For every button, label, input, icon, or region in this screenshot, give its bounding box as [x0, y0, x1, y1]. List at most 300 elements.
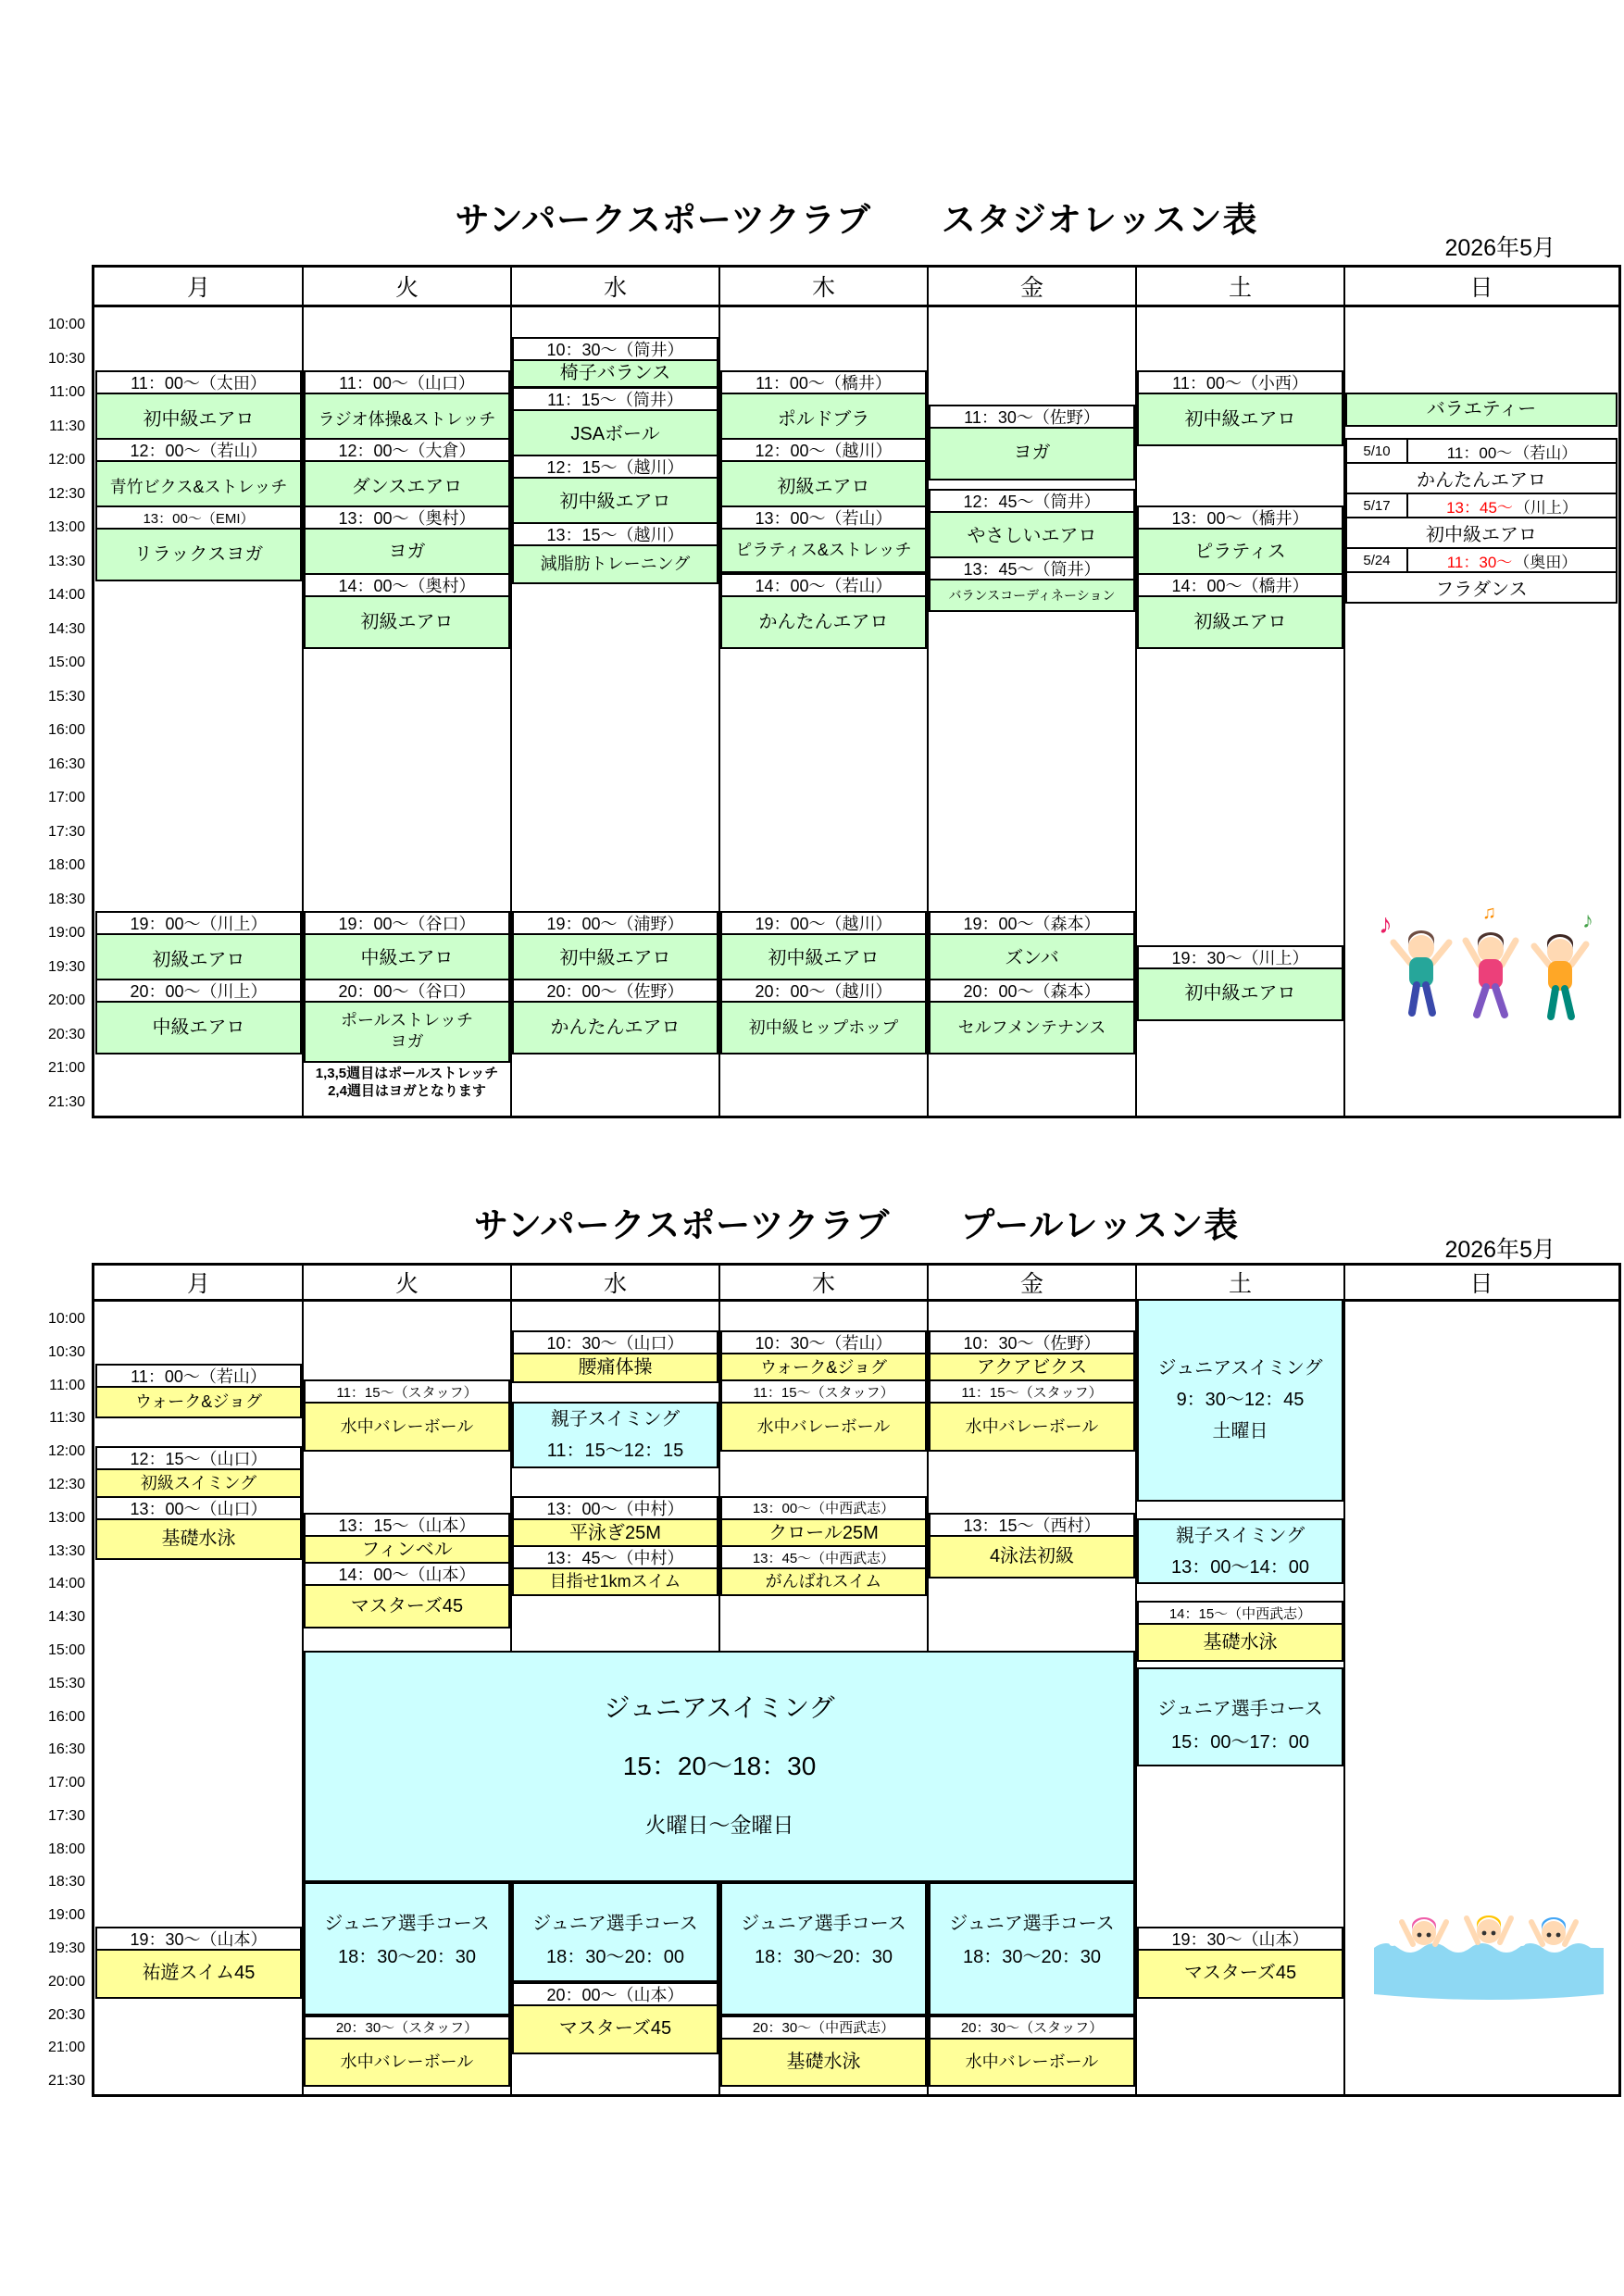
- lesson-name: [95, 528, 302, 581]
- special-instructor: （奥田）: [1514, 553, 1578, 571]
- pool-lesson-cell: [1137, 1927, 1343, 1999]
- lesson-name-line: ヨガ: [390, 1032, 424, 1052]
- program-line: 土曜日: [1212, 1421, 1268, 1442]
- lesson-name-line: 4泳法初級: [989, 1546, 1075, 1566]
- lesson-name-line: 平泳ぎ25M: [569, 1522, 661, 1543]
- lesson-name-line: ダンスエアロ: [351, 476, 463, 497]
- program-line: ジュニア選手コース: [949, 1914, 1115, 1935]
- lesson-name-line: ピラティス&ストレッチ: [735, 540, 912, 559]
- lesson-name-line: 初中級エアロ: [143, 408, 255, 430]
- lesson-time: 14：00～（若山）: [720, 573, 927, 595]
- studio-day-header-1: 火: [394, 275, 418, 301]
- lesson-name: [720, 1353, 927, 1383]
- lesson-time: 13：00～（若山）: [720, 505, 927, 528]
- special-date-row: [1347, 494, 1616, 518]
- studio-lesson-cell: [304, 979, 510, 1063]
- pool-time-label: 19:00: [47, 1907, 85, 1924]
- pool-time-label: 11:30: [49, 1410, 85, 1427]
- special-time-cell: [1408, 440, 1616, 462]
- program-line: 18：30～20：30: [338, 1947, 476, 1968]
- pool-day-header-2: 水: [603, 1271, 627, 1297]
- program-line: 親子スイミング: [1175, 1525, 1305, 1546]
- lesson-name-line: 椅子バランス: [559, 362, 671, 383]
- studio-lesson-cell: [512, 911, 718, 985]
- lesson-name-line: JSAボール: [570, 423, 660, 444]
- lesson-time: 14：15～（中西武志）: [1137, 1601, 1343, 1623]
- program-line: 18：30～20：30: [963, 1947, 1101, 1968]
- studio-time-label: 21:30: [47, 1093, 85, 1110]
- lesson-name-line: 青竹ビクス&ストレッチ: [109, 477, 288, 496]
- note-line: 2,4週目はヨガとなります: [328, 1083, 486, 1099]
- special-time-text: 11：00～: [1446, 443, 1513, 462]
- lesson-name: [720, 528, 927, 573]
- lesson-time: 20：00～（谷口）: [304, 979, 510, 1001]
- lesson-time: 11：00～（若山）: [95, 1364, 302, 1386]
- pool-lesson-cell: [304, 2015, 510, 2088]
- lesson-time: 13：15～（越川）: [512, 522, 718, 544]
- pool-time-label: 17:30: [47, 1807, 85, 1824]
- special-date: 5/10: [1347, 440, 1408, 462]
- studio-lesson-cell: [95, 505, 302, 581]
- music-note-icon: ♪: [1379, 909, 1393, 940]
- pool-lesson-cell: [95, 1496, 302, 1560]
- special-name-row: 初中級エアロ: [1347, 518, 1616, 549]
- studio-time-label: 20:00: [47, 992, 85, 1008]
- lesson-name: [929, 933, 1135, 985]
- studio-lesson-cell: [929, 911, 1135, 985]
- studio-lesson-cell: [929, 489, 1135, 563]
- studio-time-label: 11:30: [49, 418, 85, 434]
- studio-title: サンパークスポーツクラブ スタジオレッスン表: [455, 201, 1258, 239]
- lesson-name-line: アクアビクス: [976, 1356, 1088, 1378]
- pool-lesson-cell: [512, 1496, 718, 1549]
- lesson-name: [95, 1949, 302, 1999]
- lesson-name-line: バランスコーディネーション: [948, 587, 1116, 603]
- program-line: ジュニア選手コース: [1157, 1698, 1323, 1719]
- lesson-time: 12：45～（筒井）: [929, 489, 1135, 511]
- lesson-time: 11：15～（スタッフ）: [929, 1379, 1135, 1402]
- special-date-row: [1347, 440, 1616, 464]
- studio-lesson-cell: [1137, 945, 1343, 1021]
- lesson-name: [512, 933, 718, 985]
- lesson-name: [929, 2038, 1135, 2088]
- lesson-time: 14：00～（橋井）: [1137, 573, 1343, 595]
- studio-lesson-cell: [304, 438, 510, 514]
- lesson-name: [720, 1402, 927, 1452]
- lesson-name-line: ウォーク&ジョグ: [135, 1391, 262, 1411]
- lesson-time: 14：00～（奥村）: [304, 573, 510, 595]
- lesson-time: 20：00～（森本）: [929, 979, 1135, 1001]
- pool-day-header-6: 日: [1469, 1271, 1493, 1297]
- program-line: 9：30～12：45: [1176, 1390, 1305, 1411]
- studio-lesson-cell: [95, 370, 302, 446]
- lesson-name-line: 水中バレーボール: [965, 1416, 1099, 1436]
- lesson-time: 11：00～（小西）: [1137, 370, 1343, 393]
- lesson-time: 14：00～（山本）: [304, 1562, 510, 1584]
- lesson-name-line: 初級エアロ: [152, 949, 245, 970]
- lesson-time: 12：00～（越川）: [720, 438, 927, 460]
- studio-lesson-cell: [512, 522, 718, 584]
- pool-lesson-cell: [720, 1330, 927, 1383]
- pool-program-block: [1137, 1299, 1343, 1502]
- lesson-name-line: やさしいエアロ: [967, 526, 1097, 547]
- lesson-name-line: 基礎水泳: [161, 1528, 236, 1549]
- music-note-icon: ♪: [1582, 908, 1593, 933]
- studio-lesson-cell: [929, 405, 1135, 480]
- lesson-name: [95, 1001, 302, 1054]
- program-line: ジュニア選手コース: [324, 1914, 490, 1935]
- studio-day-header-5: 土: [1228, 275, 1252, 301]
- lesson-time: 11：00～（山口）: [304, 370, 510, 393]
- pool-junior-swimming-block: [304, 1651, 1135, 1883]
- lesson-time: 11：30～（佐野）: [929, 405, 1135, 427]
- lesson-name-line: 基礎水泳: [786, 2051, 861, 2072]
- pool-column-line: [1343, 1266, 1345, 2094]
- pool-lesson-cell: [512, 1330, 718, 1383]
- lesson-name-line: マスターズ45: [350, 1595, 464, 1616]
- studio-time-label: 18:30: [47, 891, 85, 907]
- lesson-name: [95, 1518, 302, 1560]
- studio-time-label: 15:00: [47, 655, 85, 670]
- music-note-icon: ♫: [1482, 903, 1496, 923]
- lesson-name-line: 基礎水泳: [1203, 1631, 1278, 1653]
- note-line: 1,3,5週目はポールストレッチ: [315, 1066, 499, 1081]
- pool-lesson-cell: [304, 1562, 510, 1628]
- studio-lesson-cell: [512, 979, 718, 1054]
- studio-time-label: 21:00: [47, 1060, 85, 1076]
- program-line: ジュニアスイミング: [1157, 1358, 1323, 1379]
- lesson-name: [1137, 595, 1343, 649]
- pool-time-label: 13:00: [47, 1509, 85, 1526]
- pool-lesson-cell: [720, 1379, 927, 1452]
- pool-program-block: [929, 1882, 1135, 2015]
- lesson-name: [304, 1535, 510, 1566]
- lesson-time: 11：00～（橋井）: [720, 370, 927, 393]
- lesson-name: [95, 1386, 302, 1419]
- pool-time-label: 17:00: [47, 1775, 85, 1791]
- studio-time-label: 12:00: [47, 452, 85, 468]
- program-line: 15：20～18：30: [622, 1752, 817, 1781]
- lesson-time: 20：00～（川上）: [95, 979, 302, 1001]
- pool-time-label: 15:00: [47, 1641, 85, 1658]
- lesson-name-line: 初級エアロ: [360, 611, 454, 632]
- lesson-name-line: ラジオ体操&ストレッチ: [318, 409, 496, 429]
- special-time-text: 13：45～: [1446, 498, 1513, 517]
- pool-program-block: [720, 1882, 927, 2015]
- pool-lesson-cell: [929, 2015, 1135, 2088]
- special-name-row: かんたんエアロ: [1347, 464, 1616, 494]
- studio-lesson-cell: [95, 911, 302, 987]
- lesson-name: [1137, 393, 1343, 446]
- lesson-name: [512, 359, 718, 389]
- lesson-time: 10：30～（山口）: [512, 1330, 718, 1353]
- lesson-name: [512, 477, 718, 527]
- pool-lesson-cell: [720, 1545, 927, 1596]
- program-line: 火曜日～金曜日: [644, 1813, 794, 1838]
- lesson-time: 13：45～（中村）: [512, 1545, 718, 1567]
- studio-lesson-cell: [720, 911, 927, 985]
- pool-time-label: 20:00: [47, 1973, 85, 1990]
- lesson-time: 20：30～（中西武志）: [720, 2015, 927, 2038]
- studio-time-label: 14:30: [47, 620, 85, 637]
- lesson-name: [512, 409, 718, 459]
- pool-time-label: 14:00: [47, 1576, 85, 1592]
- studio-time-label: 16:00: [47, 722, 85, 738]
- studio-time-label: 11:00: [49, 384, 85, 400]
- studio-lesson-cell: [929, 556, 1135, 613]
- lesson-name: [304, 2038, 510, 2088]
- special-time-text: 11：30～: [1446, 553, 1513, 571]
- lesson-time: 19：30～（川上）: [1137, 945, 1343, 967]
- lesson-name: [1137, 1949, 1343, 1999]
- studio-day-header-4: 金: [1019, 275, 1043, 301]
- lesson-time: 19：00～（浦野）: [512, 911, 718, 933]
- pool-lesson-cell: [720, 2015, 927, 2088]
- pool-lesson-cell: [95, 1446, 302, 1499]
- special-time-cell: [1408, 549, 1616, 571]
- lesson-time: 20：00～（越川）: [720, 979, 927, 1001]
- studio-lesson-cell: [929, 979, 1135, 1054]
- lesson-name: [1137, 528, 1343, 578]
- lesson-name-line: がんばれスイム: [765, 1572, 882, 1591]
- lesson-time: 12：00～（大倉）: [304, 438, 510, 460]
- lesson-name-line: 中級エアロ: [152, 1017, 245, 1038]
- lesson-name: [720, 1518, 927, 1549]
- pool-time-label: 13:30: [47, 1542, 85, 1559]
- lesson-name-line: 水中バレーボール: [340, 2052, 474, 2071]
- pool-time-label: 20:30: [47, 2006, 85, 2023]
- special-date-row: [1347, 549, 1616, 573]
- studio-lesson-cell: [512, 387, 718, 459]
- special-time-cell: [1408, 494, 1616, 517]
- special-instructor: （川上）: [1514, 498, 1578, 517]
- program-line: 13：00～14：00: [1171, 1556, 1309, 1578]
- studio-time-label: 16:30: [47, 755, 85, 772]
- lesson-name-line: 目指せ1kmスイム: [549, 1572, 681, 1591]
- pool-time-label: 12:30: [47, 1476, 85, 1492]
- lesson-time: 19：00～（森本）: [929, 911, 1135, 933]
- lesson-name: [1137, 1623, 1343, 1662]
- pool-lesson-cell: [929, 1513, 1135, 1579]
- studio-time-label: 17:00: [47, 790, 85, 805]
- lesson-name: [720, 595, 927, 649]
- studio-lesson-cell: [512, 337, 718, 389]
- pool-lesson-cell: [512, 1982, 718, 2054]
- program-line: ジュニア選手コース: [741, 1914, 906, 1935]
- pool-lesson-cell: [929, 1330, 1135, 1383]
- studio-lesson-cell: [512, 455, 718, 527]
- lesson-name-line: 腰痛体操: [578, 1356, 653, 1378]
- lesson-name-line: 初級エアロ: [1193, 611, 1287, 632]
- program-line: 18：30～20：30: [755, 1947, 893, 1968]
- lesson-name-line: ピラティス: [1194, 542, 1286, 563]
- special-date: 5/24: [1347, 549, 1408, 571]
- program-line: 18：30～20：00: [546, 1947, 684, 1968]
- studio-time-label: 20:30: [47, 1026, 85, 1042]
- pool-time-label: 14:30: [47, 1609, 85, 1626]
- lesson-time: 19：00～（越川）: [720, 911, 927, 933]
- sunday-specials: [1345, 438, 1618, 604]
- studio-lesson-cell: [95, 979, 302, 1054]
- pool-day-header-5: 土: [1228, 1271, 1252, 1297]
- pool-time-label: 21:30: [47, 2073, 85, 2090]
- studio-day-header-2: 水: [603, 275, 627, 301]
- pool-time-label: 18:00: [47, 1841, 85, 1857]
- lesson-name-line: 祐遊スイム45: [142, 1963, 256, 1984]
- lesson-time: 13：45～（中西武志）: [720, 1545, 927, 1567]
- lesson-time: 19：00～（川上）: [95, 911, 302, 933]
- lesson-name: [304, 595, 510, 649]
- lesson-name: [512, 1353, 718, 1383]
- lesson-name: [929, 511, 1135, 563]
- lesson-time: 13：00～（山口）: [95, 1496, 302, 1518]
- pool-day-header-4: 金: [1019, 1271, 1043, 1297]
- pool-program-block: [304, 1882, 510, 2015]
- lesson-name: [929, 1001, 1135, 1054]
- studio-time-label: 10:30: [47, 350, 85, 367]
- lesson-name: [720, 2038, 927, 2088]
- pool-time-label: 11:00: [49, 1377, 85, 1393]
- lesson-name-line: クロール25M: [768, 1522, 879, 1543]
- pool-title: サンパークスポーツクラブ プールレッスン表: [473, 1206, 1240, 1244]
- studio-header-underline: [94, 305, 1618, 307]
- lesson-name-line: セルフメンテナンス: [957, 1017, 1106, 1037]
- studio-lesson-cell: [1137, 573, 1343, 649]
- studio-month-label: 2026年5月: [1444, 235, 1555, 261]
- studio-lesson-cell: [720, 573, 927, 649]
- lesson-name-line: 初級スイミング: [140, 1474, 257, 1493]
- pool-time-label: 12:00: [47, 1443, 85, 1460]
- lesson-name-line: ズンバ: [1005, 948, 1059, 969]
- special-name-row: フラダンス: [1435, 580, 1528, 600]
- lesson-name: [512, 544, 718, 584]
- studio-time-label: 17:30: [47, 823, 85, 840]
- pool-lesson-cell: [304, 1513, 510, 1566]
- lesson-name: [720, 1001, 927, 1054]
- pool-lesson-cell: [512, 1545, 718, 1596]
- pool-lesson-cell: [304, 1379, 510, 1452]
- lesson-name-line: ウォーク&ジョグ: [760, 1357, 887, 1377]
- lesson-name-line: 減脂肪トレーニング: [540, 555, 691, 574]
- lesson-time: 19：00～（谷口）: [304, 911, 510, 933]
- lesson-name: [929, 579, 1135, 613]
- lesson-name-line: 初中級エアロ: [1184, 408, 1296, 430]
- lesson-name: [304, 528, 510, 578]
- lesson-time: 20：30～（スタッフ）: [304, 2015, 510, 2038]
- studio-lesson-cell: [1137, 505, 1343, 578]
- lesson-time: 10：30～（佐野）: [929, 1330, 1135, 1353]
- lesson-time: 13：00～（奥村）: [304, 505, 510, 528]
- lesson-time: 12：15～（越川）: [512, 455, 718, 477]
- pool-program-block: [1137, 1667, 1343, 1766]
- studio-lesson-cell: [304, 573, 510, 649]
- lesson-time: 19：30～（山本）: [95, 1927, 302, 1949]
- studio-time-label: 18:00: [47, 857, 85, 873]
- lesson-name-line: 水中バレーボール: [965, 2052, 1099, 2071]
- studio-program-block: [1345, 393, 1618, 427]
- special-date: 5/17: [1347, 494, 1408, 517]
- lesson-time: 13：45～（筒井）: [929, 556, 1135, 579]
- lesson-name-line: かんたんエアロ: [758, 611, 889, 632]
- studio-time-label: 13:00: [47, 519, 85, 535]
- pool-time-label: 10:30: [47, 1343, 85, 1360]
- lesson-time: 11：15～（筒井）: [512, 387, 718, 409]
- lesson-name-line: ヨガ: [388, 542, 426, 563]
- pool-program-block: [512, 1402, 718, 1468]
- studio-lesson-cell: [304, 911, 510, 985]
- program-line: 親子スイミング: [550, 1409, 681, 1430]
- lesson-time: 19：30～（山本）: [1137, 1927, 1343, 1949]
- pool-month-label: 2026年5月: [1444, 1237, 1555, 1263]
- pool-lesson-cell: [929, 1379, 1135, 1452]
- lesson-name-line: 初中級エアロ: [559, 491, 671, 512]
- pool-time-label: 16:00: [47, 1708, 85, 1725]
- lesson-name-line: ポルドブラ: [777, 408, 870, 430]
- lesson-name: [304, 1402, 510, 1452]
- studio-lesson-cell: [1137, 370, 1343, 446]
- pool-time-label: 15:30: [47, 1675, 85, 1691]
- lesson-name: [512, 1001, 718, 1054]
- lesson-name: [720, 1567, 927, 1596]
- lesson-name-line: 初中級ヒップホップ: [748, 1017, 899, 1037]
- studio-time-label: 10:00: [47, 317, 85, 332]
- lesson-name-line: 水中バレーボール: [756, 1416, 891, 1436]
- lesson-name: [720, 933, 927, 985]
- pool-time-label: 16:30: [47, 1741, 85, 1758]
- pool-lesson-cell: [95, 1364, 302, 1419]
- lesson-time: 11：15～（スタッフ）: [304, 1379, 510, 1402]
- pool-day-header-1: 火: [394, 1271, 418, 1297]
- studio-day-header-0: 月: [186, 275, 210, 301]
- studio-lesson-cell: [304, 370, 510, 446]
- lesson-name: [512, 2004, 718, 2054]
- lesson-time: 11：00～（太田）: [95, 370, 302, 393]
- lesson-name: [929, 1535, 1135, 1579]
- lesson-name: [512, 1518, 718, 1549]
- lesson-time: 20：00～（佐野）: [512, 979, 718, 1001]
- lesson-time: 13：00～（中西武志）: [720, 1496, 927, 1518]
- lesson-time: 11：15～（スタッフ）: [720, 1379, 927, 1402]
- pool-header-underline: [94, 1299, 1618, 1302]
- lesson-name-line: マスターズ45: [1183, 1963, 1297, 1984]
- lesson-name: [304, 933, 510, 985]
- program-line: ジュニアスイミング: [604, 1693, 835, 1723]
- studio-time-label: 19:30: [47, 958, 85, 975]
- lesson-time: 13：15～（西村）: [929, 1513, 1135, 1535]
- lesson-name-line: マスターズ45: [558, 2018, 672, 2040]
- studio-time-label: 19:00: [47, 925, 85, 941]
- program-line: 11：15～12：15: [546, 1441, 684, 1462]
- lesson-name-line: ポールストレッチ: [341, 1011, 473, 1030]
- tuesday-note: [304, 1065, 510, 1100]
- pool-lesson-cell: [1137, 1601, 1343, 1662]
- pool-day-header-0: 月: [186, 1271, 210, 1297]
- program-line: ジュニア選手コース: [532, 1914, 698, 1935]
- lesson-name: [1137, 967, 1343, 1021]
- lesson-name-line: リラックスヨガ: [133, 543, 264, 565]
- studio-time-label: 15:30: [47, 688, 85, 705]
- lesson-time: 20：30～（スタッフ）: [929, 2015, 1135, 2038]
- lesson-name-line: 水中バレーボール: [340, 1416, 474, 1436]
- lesson-time: 12：00～（若山）: [95, 438, 302, 460]
- studio-day-header-3: 木: [811, 275, 835, 301]
- lesson-time: 13：00～（橋井）: [1137, 505, 1343, 528]
- studio-lesson-cell: [720, 505, 927, 573]
- lesson-name: [304, 1001, 510, 1063]
- lesson-name: [929, 1402, 1135, 1452]
- lesson-name-line: 初中級エアロ: [768, 948, 880, 969]
- lesson-time: 13：00～（EMI）: [95, 505, 302, 528]
